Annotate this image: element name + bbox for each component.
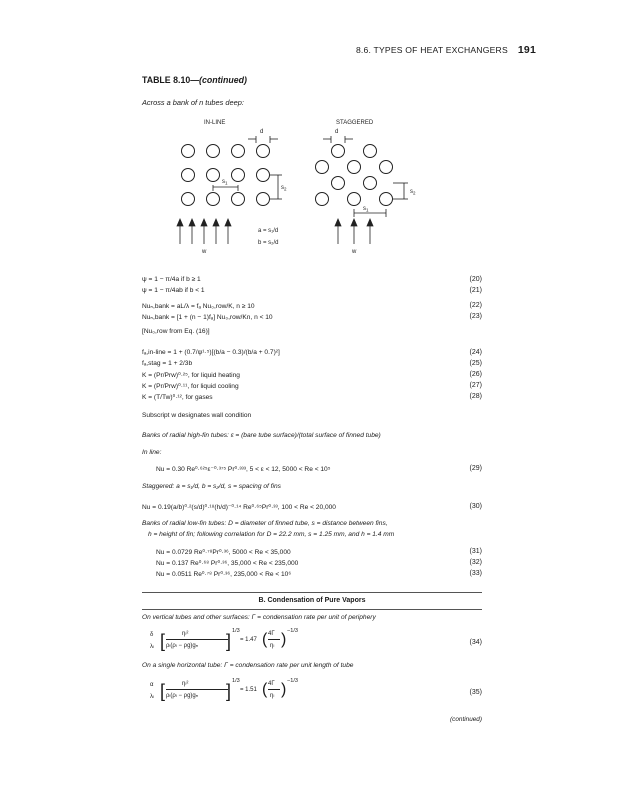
- equation-20: ψ = 1 − π/4a if b ≥ 1: [142, 276, 201, 283]
- equation-number: (27): [469, 382, 482, 389]
- equation-31: Nu = 0.0729 Re⁰·⁷⁸Pr⁰·³⁶, 5000 < Re < 35,000: [156, 549, 291, 556]
- a-definition: a = s₁/d: [258, 228, 279, 234]
- tube: [207, 193, 220, 206]
- table-suffix: (continued): [199, 75, 247, 85]
- intro-text: Across a bank of n tubes deep:: [142, 98, 244, 107]
- equation-27: K = (Pr/Prw)⁰·¹¹, for liquid cooling: [142, 383, 239, 390]
- equation-number: (22): [469, 302, 482, 309]
- equation-number: (26): [469, 371, 482, 378]
- banks-low-fin-line1: Banks of radial low-fin tubes: D = diameter of finned tube, s = distance between fins,: [142, 520, 388, 527]
- inline-heading: In line:: [142, 449, 162, 456]
- w-label: w: [202, 249, 207, 255]
- tube: [316, 161, 329, 174]
- tube: [257, 169, 270, 182]
- tube: [207, 169, 220, 182]
- equation-22: Nuₙ,bank = aL/λ = fₐ Nu₀,row/K, n ≥ 10: [142, 303, 255, 310]
- equation-number: (20): [469, 276, 482, 283]
- equation-number: (35): [469, 689, 482, 696]
- tube: [232, 193, 245, 206]
- equation-28: K = (T/Tw)⁰·¹², for gases: [142, 394, 213, 401]
- w-label: w: [352, 249, 357, 255]
- inline-label: IN-LINE: [204, 120, 226, 126]
- divider: [142, 609, 482, 610]
- tube: [348, 161, 361, 174]
- tube: [257, 193, 270, 206]
- tube: [332, 177, 345, 190]
- banks-high-fin: Banks of radial high-fin tubes: ε = (bare tube surface)/(total surface of finned tube): [142, 432, 381, 439]
- tube: [232, 169, 245, 182]
- section-title: 8.6. TYPES OF HEAT EXCHANGERS: [355, 45, 508, 55]
- staggered-heading: Staggered: a = s₁/d, b = s₂/d, s = spacing of fins: [142, 483, 281, 490]
- tube: [207, 145, 220, 158]
- equation-number: (31): [469, 548, 482, 555]
- equation-25: fₐ,stag = 1 + 2/3b: [142, 360, 193, 367]
- d-label: d: [335, 129, 339, 135]
- tube: [182, 169, 195, 182]
- tube: [348, 193, 361, 206]
- tube: [332, 145, 345, 158]
- s1-label: $s_1$: [363, 206, 369, 213]
- equation-30: Nu = 0.19(a/b)⁰·²(s/d)⁰·¹⁸(h/d)⁻⁰·¹⁴ Re⁰·⁶⁵Pr⁰·³³, 100 < Re < 20,000: [142, 504, 336, 511]
- vertical-tubes-text: On vertical tubes and other surfaces: Γ = condensation rate per unit of periphery: [142, 614, 376, 621]
- banks-low-fin-line2: h = height of fin; following correlation for D = 22.2 mm, s = 1.25 mm, and h = 1.4 mm: [148, 531, 395, 538]
- tube: [232, 145, 245, 158]
- equation-number: (24): [469, 349, 482, 356]
- s2-label: $s_2$: [281, 185, 287, 192]
- tube: [380, 193, 393, 206]
- equation-33: Nu = 0.0511 Re⁰·⁷⁸ Pr⁰·³⁶, 235,000 < Re < 10⁶: [156, 571, 292, 578]
- equation-29: Nu = 0.30 Re⁰·⁶²⁵ε⁻⁰·³⁷⁵ Pr⁰·³³³, 5 < ε < 12, 5000 < Re < 10⁵: [156, 466, 331, 473]
- divider: [142, 592, 482, 593]
- equation-32: Nu = 0.137 Re⁰·⁶⁸ Pr⁰·³⁶, 35,000 < Re < 235,000: [156, 560, 299, 567]
- s1-label: $s_1$: [222, 179, 228, 186]
- tube: [182, 145, 195, 158]
- staggered-label: STAGGERED: [336, 120, 374, 126]
- equation-number: (33): [469, 570, 482, 577]
- equation-21: ψ = 1 − π/4ab if b < 1: [142, 287, 205, 294]
- equation-number: (28): [469, 393, 482, 400]
- equation-number: (29): [469, 465, 482, 472]
- equation-number: (32): [469, 559, 482, 566]
- continued-note: (continued): [450, 716, 482, 723]
- tube: [364, 177, 377, 190]
- tube: [182, 193, 195, 206]
- equation-number: (34): [469, 639, 482, 646]
- page-number: 191: [517, 44, 536, 56]
- equation-number: (25): [469, 360, 482, 367]
- equation-number: (23): [469, 313, 482, 320]
- d-label: d: [260, 129, 264, 135]
- tube: [257, 145, 270, 158]
- equation-number: (21): [469, 287, 482, 294]
- tube: [364, 145, 377, 158]
- tube-bank-figure: [142, 112, 482, 262]
- section-b-title: B. Condensation of Pure Vapors: [258, 597, 366, 604]
- nu-row-note: [Nu₀,row from Eq. (16)]: [142, 328, 210, 335]
- equation-24: fₐ,in-line = 1 + (0.7/ψ¹·⁵)[(b/a − 0.3)/(b/a + 0.7)²]: [142, 349, 280, 356]
- running-header: [356, 44, 536, 56]
- subscript-note: Subscript w designates wall condition: [142, 412, 252, 419]
- equation-23: Nuₙ,bank = [1 + (n − 1)fₐ] Nu₀,row/Kn, n < 10: [142, 314, 273, 321]
- table-title: [142, 75, 247, 85]
- table-label: TABLE 8.10—: [142, 75, 200, 85]
- s2-label: $s_2$: [410, 189, 416, 196]
- horizontal-tube-text: On a single horizontal tube: Γ = condensation rate per unit length of tube: [142, 662, 354, 669]
- tube: [380, 161, 393, 174]
- equation-number: (30): [469, 503, 482, 510]
- equation-34: δ λₗ [ ηₗ² ρₗ(ρₗ − ρg)gₙ ] 1/3 = 1.47 ( 4Γ ηₗ ) −1/3: [150, 628, 299, 651]
- equation-35: α λₗ [ ηₗ² ρₗ(ρₗ − ρg)gₙ ] 1/3 = 1.51 ( 4Γ ηₗ ) −1/3: [150, 678, 299, 701]
- tube: [316, 193, 329, 206]
- b-definition: b = s₂/d: [258, 240, 279, 246]
- equation-26: K = (Pr/Prw)⁰·²⁵, for liquid heating: [142, 372, 240, 379]
